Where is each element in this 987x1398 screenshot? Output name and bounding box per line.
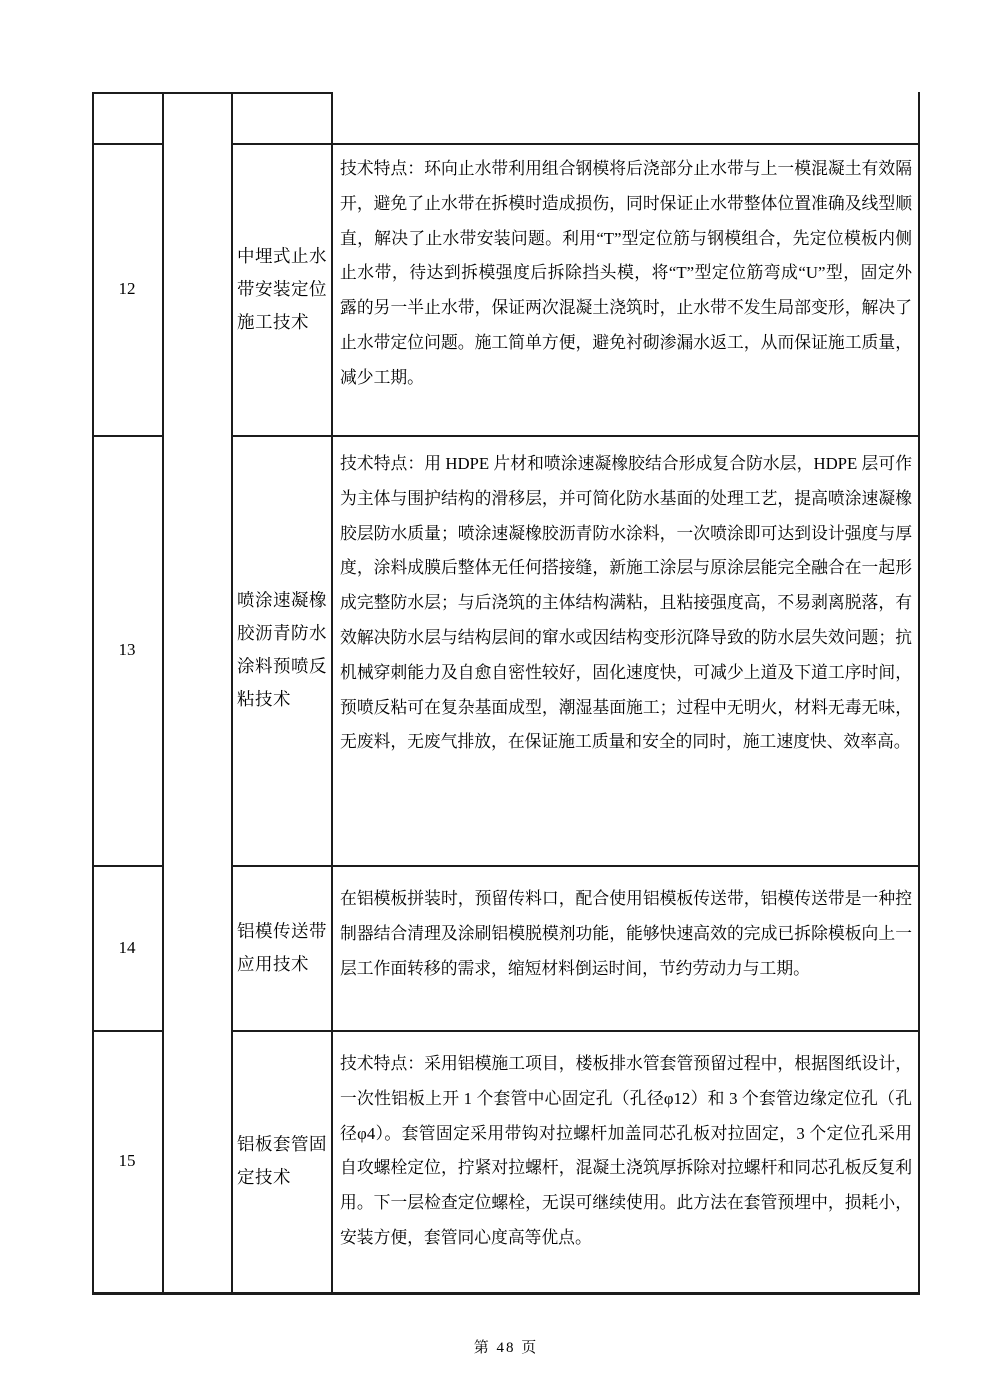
tech-name-14: 铝模传送带应用技术 — [237, 920, 327, 974]
table-right-border — [918, 92, 920, 1295]
row-number-12: 12 — [118, 279, 136, 298]
row-number-15: 15 — [118, 1151, 136, 1170]
tech-description-15: 技术特点：采用铝模施工项目，楼板排水管套管预留过程中，根据图纸设计，一次性铝板上开 1 个套管中心固定孔（孔径φ12）和 3 个套管边缘定位孔（孔径φ4）。套管固定采用带钩对拉螺杆加盖同芯孔板对拉固定，3 个定位孔采用自攻螺栓定位，拧紧对拉螺杆，混凝土浇筑厚拆除对拉螺杆和同芯孔板反复利用。下一层检查定位螺栓，无误可继续使用。此方法在套管预埋中，损耗小，安装方便，套管同心度高等优点。 — [340, 1054, 912, 1247]
tech-name-13: 喷涂速凝橡胶沥青防水涂料预喷反粘技术 — [237, 590, 327, 709]
table-bottom-border — [92, 1292, 920, 1295]
tech-description-12: 技术特点：环向止水带利用组合钢模将后浇部分止水带与上一模混凝土有效隔开，避免了止水带在拆模时造成损伤，同时保证止水带整体位置准确及线型顺直，解决了止水带安装问题。利用“T”型定位筋与钢模组合，先定位模板内侧止水带，待达到拆模强度后拆除挡头模，将“T”型定位筋弯成“U”型，固定外露的另一半止水带，保证两次混凝土浇筑时，止水带不发生局部变形，解决了止水带定位问题。施工简单方便，避免衬砌渗漏水返工，从而保证施工质量，减少工期。 — [340, 159, 912, 387]
tech-description-13: 技术特点：用 HDPE 片材和喷涂速凝橡胶结合形成复合防水层，HDPE 层可作为主体与围护结构的滑移层，并可简化防水基面的处理工艺，提高喷涂速凝橡胶层防水质量；喷涂速凝橡胶沥青防水涂料，一次喷涂即可达到设计强度与厚度，涂料成膜后整体无任何搭接缝，新施工涂层与原涂层能完全融合在一起形成完整防水层；与后浇筑的主体结构满粘，且粘接强度高，不易剥离脱落，有效解决防水层与结构层间的窜水或因结构变形沉降导致的防水层失效问题；抗机械穿刺能力及自愈自密性较好，固化速度快，可减少上道及下道工序时间，预喷反粘可在复杂基面成型，潮湿基面施工；过程中无明火，材料无毒无味，无废料，无废气排放，在保证施工质量和安全的同时，施工速度快、效率高。 — [340, 454, 912, 752]
grid-line-row14-row15-col34 — [231, 1030, 920, 1032]
tech-name-15: 铝板套管固定技术 — [237, 1134, 327, 1187]
grid-line-col2-col3 — [231, 92, 233, 1293]
grid-line-row11-row12-col34 — [231, 143, 920, 145]
tech-name-12: 中埋式止水带安装定位施工技术 — [237, 245, 327, 332]
grid-line-col1-col2 — [162, 92, 164, 1293]
page-footer: 第 48 页 — [473, 1340, 539, 1356]
tech-description-14: 在铝模板拼装时，预留传料口，配合使用铝模板传送带，铝模传送带是一种控制器结合清理及涂刷铝模脱模剂功能，能够快速高效的完成已拆除模板向上一层工作面转移的需求，缩短材料倒运时间，节约劳动力与工期。 — [340, 889, 912, 978]
grid-line-col3-col4 — [331, 92, 333, 1293]
table-top-border — [92, 92, 333, 94]
grid-line-row12-row13-col34 — [231, 435, 920, 437]
grid-line-row13-row14-col34 — [231, 865, 920, 867]
row-number-13: 13 — [118, 640, 136, 659]
row-number-14: 14 — [118, 937, 136, 957]
